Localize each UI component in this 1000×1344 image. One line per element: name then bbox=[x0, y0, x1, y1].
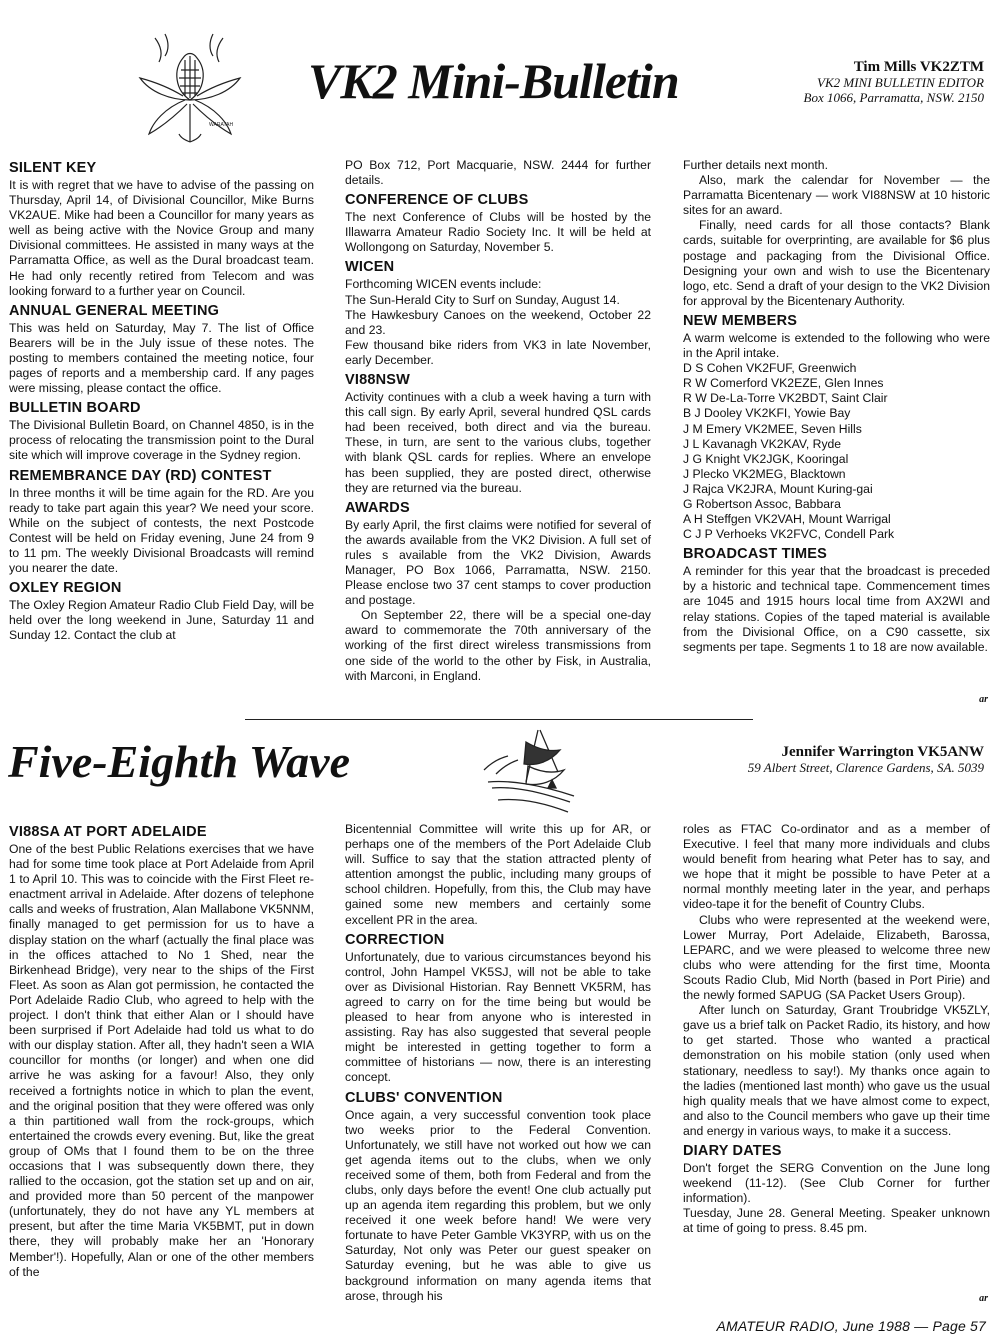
agm-text: This was held on Saturday, May 7. The list of Office Bearers will be in the July issue of these notes. The posting to members contained the meeting notice, four pages of reports and a membership card. If any pages were missing, please contact the office. bbox=[9, 320, 314, 396]
list-item: J G Knight VK2JGK, Kooringal bbox=[683, 451, 849, 466]
list-item: B J Dooley VK2KFI, Yowie Bay bbox=[683, 406, 851, 421]
waratah-logo bbox=[135, 30, 245, 146]
broadcast-text: A reminder for this year that the broadcast is preceded by a historic and technical tape. Commencement times are 1045 and 1915 hours local time from AX2WI and relay stations. Copies of the taped material is available from the Divisional Office, on a C90 cassette, six segments per tape. Segments 1 to 18 are now available. bbox=[683, 564, 990, 654]
bulletin-editor-block bbox=[724, 60, 984, 105]
heading-broadcast: BROADCAST TIMES bbox=[683, 546, 827, 563]
editor-role: VK2 MINI BULLETIN EDITOR bbox=[817, 75, 984, 90]
list-item: R W Comerford VK2EZE, Glen Innes bbox=[683, 376, 884, 391]
heading-rd-contest: REMEMBRANCE DAY (RD) CONTEST bbox=[9, 467, 272, 484]
clubs-convention-text: Once again, a very successful convention took place two weeks prior to the Federal Convention. Unfortunately, we still have not worked out how we can get agenda items out to the clubs, when we only received some of them, both from Federal and from the clubs, only days before the event! One club actually put up an agenda item regarding this problem, but we only received it one week before hand! We were very fortunate to have Peter Gamble VK3YRP, with us on the Saturday, Not only was Peter our guest speaker on Saturday evening, but he was able to give us background information on many agenda items that arose, through his bbox=[345, 1107, 651, 1303]
bulletin-column-3 bbox=[683, 158, 990, 655]
wave-column-3 bbox=[683, 822, 990, 1236]
awards-text-1: By early April, the first claims were notified for several of the awards available from the VK2 Division. A full set of rules s available from the VK2 Division, Awards Manager, PO Box 1066, Parramatta, NSW. 2150. Please enclose two 37 cent stamps to cover production and postage. bbox=[345, 517, 651, 608]
bicentennial-text: Bicentennial Committee will write this up for AR, or perhaps one of the members of the Port Adelaide Club will. Suffice to say that the station attracted plenty of attention amongst the public, including many groups of school children. Hopefully, from this, the Club may have gained some new members and certainly some excellent PR in the area. bbox=[345, 822, 651, 927]
wicen-line-3: The Hawkesbury Canoes on the weekend, October 22 and 23. bbox=[345, 307, 651, 337]
new-members-intro: A warm welcome is extended to the following who were in the April intake. bbox=[683, 330, 990, 361]
vi88nsw-text: Activity continues with a club a week having a turn with this call sign. By early April, several hundred QSL cards had been received, both direct and via the bureau. These, in turn, are sent to the various clubs, together with blank QSL cards for replies. Where an envelope has been supplied, they are posted direct, otherwise they are returned via the bureau. bbox=[345, 390, 651, 495]
heading-agm: ANNUAL GENERAL MEETING bbox=[9, 302, 220, 319]
heading-new-members: NEW MEMBERS bbox=[683, 312, 798, 329]
wave-logo bbox=[478, 722, 588, 822]
sailing-ship-icon bbox=[478, 722, 588, 822]
bulletin-column-1 bbox=[9, 156, 314, 643]
diary-text-1: Don't forget the SERG Convention on the June long weekend (11-12). (See Club Corner for further information). bbox=[683, 1160, 990, 1206]
col3-further-details: Further details next month. bbox=[683, 158, 828, 172]
list-item: J Rajca VK2JRA, Mount Kuring-gai bbox=[683, 481, 873, 496]
awards-text-2: On September 22, there will be a special one-day award to commemorate the 70th anniversary of the working of the first direct wireless transmissions from one side of the world to the other by Fisk, in Australia, with Marconi, in England. bbox=[345, 608, 651, 683]
page-footer: AMATEUR RADIO, June 1988 — Page 57 bbox=[716, 1318, 986, 1334]
end-mark-1: ar bbox=[979, 694, 988, 705]
wave-editor-name: Jennifer Warrington VK5ANW bbox=[781, 744, 984, 760]
editor-name: Tim Mills VK2ZTM bbox=[853, 59, 984, 75]
bulletin-title: VK2 Mini-Bulletin bbox=[308, 53, 679, 109]
col3-calendar-text: Also, mark the calendar for November — the Parramatta Bicentenary — work VI88NSW at 10 historic sites for an award. bbox=[683, 173, 990, 218]
rd-contest-text: In three months it will be time again for the RD. Are you ready to take part again this year? We need your score. While on the subject of contests, the next Postcode Contest will be held on Friday evening, June 24 from 9 to 11 pm. The weekly Divisional Broadcasts will remind you nearer the date. bbox=[9, 485, 314, 575]
heading-silent-key: SILENT KEY bbox=[9, 160, 97, 176]
logo-caption: WARATAH bbox=[209, 122, 234, 128]
heading-conference: CONFERENCE OF CLUBS bbox=[345, 192, 529, 209]
clubs-represented-text: Clubs who were represented at the weekend were, Lower Murray, Port Adelaide, Elizabeth, Barossa, LEPARC, and we were pleased to welcome three new clubs who were attending for the first time, Moonta Scouts Radio Club, Mid North (based in Port Pirie) and the newly formed SAPUG (SA Packet Users Group). bbox=[683, 912, 990, 1003]
heading-vi88nsw: VI88NSW bbox=[345, 372, 411, 389]
editor-address: Box 1066, Parramatta, NSW. 2150 bbox=[803, 90, 984, 105]
col3-cards-text: Finally, need cards for all those contacts? Blank cards, suitable for overprinting, are available for $6 plus postage and packaging from the Divisional Office. Designing your own and wish to use the Bicentenary logo, etc. Send a draft of your design to the VK2 Division for approval by the Bicentenary Authority. bbox=[683, 218, 990, 308]
end-mark-2: ar bbox=[979, 1293, 988, 1304]
list-item: J Plecko VK2MEG, Blacktown bbox=[683, 466, 846, 481]
new-members-list bbox=[683, 361, 990, 542]
conference-text: The next Conference of Clubs will be hosted by the Illawarra Amateur Radio Society Inc. It will be held at Wollongong on Saturday, November 5. bbox=[345, 210, 651, 255]
vi88sa-text: One of the best Public Relations exercises that we have had for some time took place at Port Adelaide from April 1 to April 10. This was to coincide with the First Fleet re-enactment arrival in Adelaide. After dozens of telephone calls and weeks of frustration, Alan Mallabone VK5NNM, finally managed to get permission for us to have a display station on the wharf (actually the final place was in the offices attached to No 1 Shed, near the Birkenhead Bridge), very near to the ships of the First Fleet. As soon as Alan got permission, he contacted the Port Adelaide Radio Club, who agreed to help with the project. I don't think that either Alan or I should have been surprised if Port Adelaide had told us what to do with our display station. After all, they hadn't seen a WIA councillor for months (or longer) and when one did arrive he was asking for a favour! Also, they only received a fortnights notice in which to plan the event, and the original position that they were offered was only a thin partitioned wall from the rock-groups, which entertained the crowds every evening. But, like the great group of OMs that I found them to be on the three occasions that I was subsequently down there, they rallied to the occasion, got the station set up and on air, and provided more than 50 percent of the manpower (unfortunately, they do not have any YL members at present, but after the time Maria VK5BMT, put in down there, they will probably make her an 'Honorary Member'!). Hopefully, Alan or one of the other members of the bbox=[9, 842, 314, 1279]
heading-wicen: WICEN bbox=[345, 259, 395, 276]
wave-title: Five-Eighth Wave bbox=[8, 736, 351, 787]
wicen-line-1: Forthcoming WICEN events include: bbox=[345, 277, 542, 292]
list-item: J L Kavanagh VK2KAV, Ryde bbox=[683, 436, 842, 451]
wave-column-1 bbox=[9, 820, 314, 1280]
oxley-continued-text: PO Box 712, Port Macquarie, NSW. 2444 for further details. bbox=[345, 158, 651, 188]
list-item: C J P Verhoeks VK2FVC, Condell Park bbox=[683, 527, 895, 542]
list-item: R W De-La-Torre VK2BDT, Saint Clair bbox=[683, 391, 888, 406]
wave-editor-address: 59 Albert Street, Clarence Gardens, SA. 5039 bbox=[747, 760, 984, 775]
heading-diary: DIARY DATES bbox=[683, 1142, 782, 1159]
wave-editor-block bbox=[684, 745, 984, 775]
heading-clubs-convention: CLUBS' CONVENTION bbox=[345, 1089, 503, 1106]
silent-key-text: It is with regret that we have to advise of the passing on Thursday, April 14, of Divisional Councillor, Mike Burns VK2AUE. Mike had been a Councillor for many years as well as being active with the Novice Group and many Divisional committees. He assisted in many ways at the Parramatta Office, as well as the Dural broadcast team. He had only recently retired from Telecom and was looking forward to a further year on Council. bbox=[9, 178, 314, 298]
list-item: J M Emery VK2MEE, Seven Hills bbox=[683, 421, 862, 436]
oxley-text: The Oxley Region Amateur Radio Club Field Day, will be held over the long weekend in June, Saturday 11 and Sunday 12. Contact the club at bbox=[9, 598, 314, 643]
heading-bulletin-board: BULLETIN BOARD bbox=[9, 400, 141, 417]
heading-correction: CORRECTION bbox=[345, 931, 445, 948]
list-item: D S Cohen VK2FUF, Greenwich bbox=[683, 361, 857, 376]
list-item: A H Steffgen VK2VAH, Mount Warrigal bbox=[683, 512, 891, 527]
ftac-text: roles as FTAC Co-ordinator and as a member of Executive. I feel that many more individuals and clubs would benefit from hearing what Peter has to say, and we hope that it might be possible to have Peter at a normal monthly meeting later in the year, and perhaps video-tape it for the benefit of Country Clubs. bbox=[683, 822, 990, 912]
section-divider bbox=[245, 719, 753, 720]
correction-text: Unfortunately, due to various circumstances beyond his control, John Hampel VK5SJ, will not be able to take over as Divisional Historian. Ray Bennett VK5RM, has agreed to carry on for the time being but would be pleased to hear from anyone who is interested in assisting. Ray has also suggested that several people might be interested in getting together to form a committee of historians — now, there is an interesting concept. bbox=[345, 949, 651, 1085]
heading-oxley: OXLEY REGION bbox=[9, 580, 122, 597]
bulletin-column-2 bbox=[345, 158, 651, 684]
heading-awards: AWARDS bbox=[345, 499, 410, 516]
heading-vi88sa: VI88SA AT PORT ADELAIDE bbox=[9, 824, 207, 840]
diary-text-2: Tuesday, June 28. General Meeting. Speaker unknown at time of going to press. 8.45 pm. bbox=[683, 1206, 990, 1236]
list-item: G Robertson Assoc, Babbara bbox=[683, 496, 841, 511]
waratah-flower-icon bbox=[135, 30, 245, 146]
wave-column-2 bbox=[345, 822, 651, 1304]
bulletin-board-text: The Divisional Bulletin Board, on Channel 4850, is in the process of relocating the transmission point to the Dural site which will improve coverage in the Sydney region. bbox=[9, 418, 314, 463]
wicen-line-2: The Sun-Herald City to Surf on Sunday, August 14. bbox=[345, 292, 620, 307]
packet-radio-text: After lunch on Saturday, Grant Troubridge VK5ZLY, gave us a brief talk on Packet Radio, its history, and how to get started. Those who wanted a practical demonstration on his mobile station (only used when stationary, needless to say!). My thanks once again to the ladies (mentioned last month) who gave us the usual high quality meals that we have almost come to expect, and also to the Council members who gave up their time and energy in various ways, to make it a success. bbox=[683, 1003, 990, 1138]
wicen-line-4: Few thousand bike riders from VK3 in late November, early December. bbox=[345, 337, 651, 367]
